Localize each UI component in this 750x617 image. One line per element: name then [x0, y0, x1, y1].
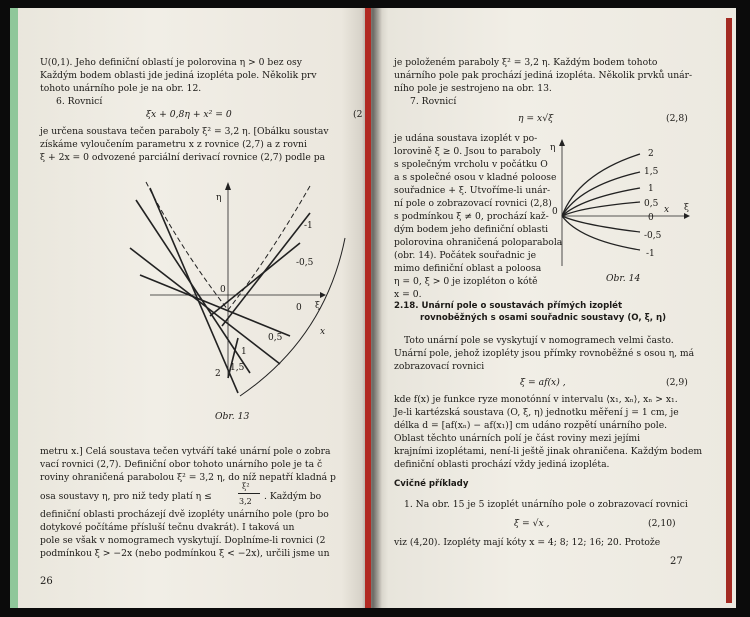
isopleth-label: 0,5 — [644, 199, 659, 209]
isopleth-label: -0,5 — [296, 258, 314, 268]
right-page — [370, 8, 736, 608]
text-line: U(0,1). Jeho definiční oblastí je polorovina η > 0 bez osy — [40, 57, 302, 68]
section-heading: 2.18. Unární pole o soustavách přímých izoplét — [394, 301, 623, 311]
axis-label-eta: η — [216, 193, 222, 203]
isopleth-label: 2 — [648, 149, 654, 159]
figure-14 — [548, 136, 694, 272]
text-line: Je-li kartézská soustava (O, ξ, η) jednotku měření j = 1 cm, je — [394, 407, 679, 418]
eta-axis-arrow — [559, 139, 565, 146]
origin-label: 0 — [552, 207, 558, 217]
isopleth-label: 0,5 — [268, 333, 283, 343]
text-line: 1. Na obr. 15 je 5 izoplét unárního pole o zobrazovací rovnici — [404, 499, 688, 510]
isopleth-curve — [562, 216, 640, 250]
text-line: a s společné osou v kladné poloose — [394, 172, 557, 183]
isopleth-label: 0 — [296, 303, 302, 313]
text-line: souřadnice + ξ. Utvoříme-li unár- — [394, 185, 551, 196]
text-line: ního pole je sestrojeno na obr. 13. — [394, 83, 552, 94]
isopleth-label: 0 — [648, 213, 654, 223]
text-line: ξ + 2x = 0 odvozené parciální derivací rovnice (2,7) podle pa — [40, 152, 326, 163]
text-line: zobrazovací rovnici — [394, 361, 485, 372]
xi-axis-arrow — [320, 292, 326, 298]
equation-number: (2,9) — [666, 377, 688, 388]
text-line: . Každým bo — [264, 491, 322, 502]
figure-caption: Obr. 14 — [606, 273, 641, 284]
tangent-line — [210, 243, 300, 316]
text-line: délka d = [af(xₙ) − af(x₁)] cm udáno rozpětí unárního pole. — [394, 420, 668, 431]
isopleth-label: 1 — [241, 347, 247, 357]
isopleth-curve — [562, 216, 640, 232]
isopleth-label: 1,5 — [644, 167, 659, 177]
figure-caption: Obr. 13 — [215, 411, 250, 422]
fraction-numerator: ξ² — [242, 482, 250, 491]
page-edge — [10, 8, 18, 608]
text-line: viz (4,20). Izopléty mají kóty x = 4; 8; 12; 16; 20. Protože — [394, 537, 661, 548]
axis-label-xi: ξ — [684, 203, 689, 213]
text-line: Každým bodem oblasti jde jediná izopléta pole. Několik prv — [40, 70, 317, 81]
equation: ξ = af(x) , — [520, 377, 566, 388]
left-page — [10, 8, 370, 608]
axis-label-eta: η — [550, 143, 556, 153]
text-line: mimo definiční oblast a poloosa — [394, 263, 542, 274]
param-label: x — [664, 205, 670, 215]
equation: ξ = √x , — [514, 518, 550, 529]
book-spread — [10, 8, 740, 608]
page-number: 27 — [670, 556, 683, 567]
isopleth-curve — [562, 202, 640, 216]
isopleth-label: 2 — [215, 369, 221, 379]
text-line: podmínkou ξ > −2x (nebo podmínkou ξ < −2x), určili jsme un — [40, 548, 330, 559]
subsection-label: 6. Rovnicí — [56, 96, 103, 107]
text-line: roviny ohraničená parabolou ξ² = 3,2 η, do níž nepatří kladná p — [40, 472, 336, 483]
text-line: metru x.] Celá soustava tečen vytváří také unární pole o zobra — [40, 446, 331, 457]
isopleth-label: 1,5 — [230, 363, 245, 373]
text-line: definiční oblasti prochází vždy jediná izopléta. — [394, 459, 610, 470]
fraction-denominator: 3,2 — [239, 497, 252, 506]
text-line: lorovině ξ ≥ 0. Jsou to paraboly — [394, 146, 541, 157]
text-line: pole se však v nomogramech vyskytují. Doplníme-li rovnici (2 — [40, 535, 326, 546]
origin-label: 0 — [220, 285, 226, 295]
fraction-bar — [238, 493, 260, 494]
equation: ξx + 0,8η + x² = 0 — [146, 109, 232, 120]
text-line: s podmínkou ξ ≠ 0, prochází kaž- — [394, 211, 549, 222]
equation-number: (2,8) — [666, 113, 688, 124]
text-line: unárního pole pak prochází jediná izopléta. Několik prvků unár- — [394, 70, 693, 81]
isopleth-label: -1 — [304, 221, 313, 231]
examples-heading: Cvičné příklady — [394, 479, 469, 489]
text-line: s společným vrcholu v počátku O — [394, 159, 548, 170]
text-line: dotykové počítáme přísluší tečnu dvakrát). I taková un — [40, 522, 295, 533]
isopleth-label: -1 — [646, 249, 655, 259]
tangent-line — [130, 248, 280, 364]
subsection-label: 7. Rovnicí — [410, 96, 457, 107]
param-label: x — [320, 327, 326, 337]
text-line: Oblast těchto unárních polí je část roviny mezi jejími — [394, 433, 641, 444]
text-line: definiční oblasti procházejí dvě izopléty unárního pole (pro bo — [40, 509, 329, 520]
text-line: Unární pole, jehož izopléty jsou přímky rovnoběžné s osou η, má — [394, 348, 695, 359]
text-line: Toto unární pole se vyskytují v nomogramech velmi často. — [404, 335, 674, 346]
page-number: 26 — [40, 576, 53, 587]
book-spine — [365, 8, 371, 608]
text-line: dým bodem jeho definiční oblasti — [394, 224, 549, 235]
text-line: osa soustavy η, pro niž tedy platí η ≤ — [40, 491, 212, 502]
isopleth-label: -0,5 — [644, 231, 662, 241]
axis-label-xi: ξ — [315, 301, 320, 311]
text-line: polorovina ohraničená poloparabola — [394, 237, 563, 248]
page-edge — [726, 18, 732, 603]
isopleth-curve — [562, 172, 640, 216]
text-line: vací rovnici (2,7). Definiční obor tohoto unárního pole je ta č — [40, 459, 323, 470]
text-line: je položeném paraboly ξ² = 3,2 η. Každým bodem tohoto — [394, 57, 658, 68]
eta-axis-arrow — [225, 182, 231, 190]
text-line: získáme vyloučením parametru x z rovnice (2,7) a z rovni — [40, 139, 307, 150]
text-line: je určena soustava tečen paraboly ξ² = 3,2 η. [Obálku soustav — [40, 126, 329, 137]
boundary-curve — [240, 238, 345, 396]
text-line: (obr. 14). Počátek souřadnic je — [394, 250, 537, 261]
figure-13 — [110, 168, 360, 408]
tangent-line — [140, 275, 290, 336]
isopleth-label: 1 — [648, 184, 654, 194]
text-line: je udána soustava izoplét v po- — [394, 133, 538, 144]
text-line: krajními izoplétami, není-li ještě jinak ohraničena. Každým bodem — [394, 446, 703, 457]
text-line: kde f(x) je funkce ryze monotónní v intervalu ⟨x₁, xₙ⟩, xₙ > x₁. — [394, 394, 678, 405]
equation-number: (2,10) — [648, 518, 676, 529]
text-line: tohoto unárního pole je na obr. 12. — [40, 83, 202, 94]
text-line: η = 0, ξ > 0 je izopléton o kótě — [394, 276, 538, 287]
equation-number: (2 — [353, 109, 363, 120]
section-heading: rovnoběžných s osami souřadnic soustavy (O, ξ, η) — [420, 313, 667, 323]
equation: η = x√ξ — [518, 113, 554, 124]
text-line: x = 0. — [394, 289, 422, 300]
text-line: ní pole o zobrazovací rovnici (2,8) — [394, 198, 552, 209]
xi-axis-arrow — [684, 213, 690, 219]
